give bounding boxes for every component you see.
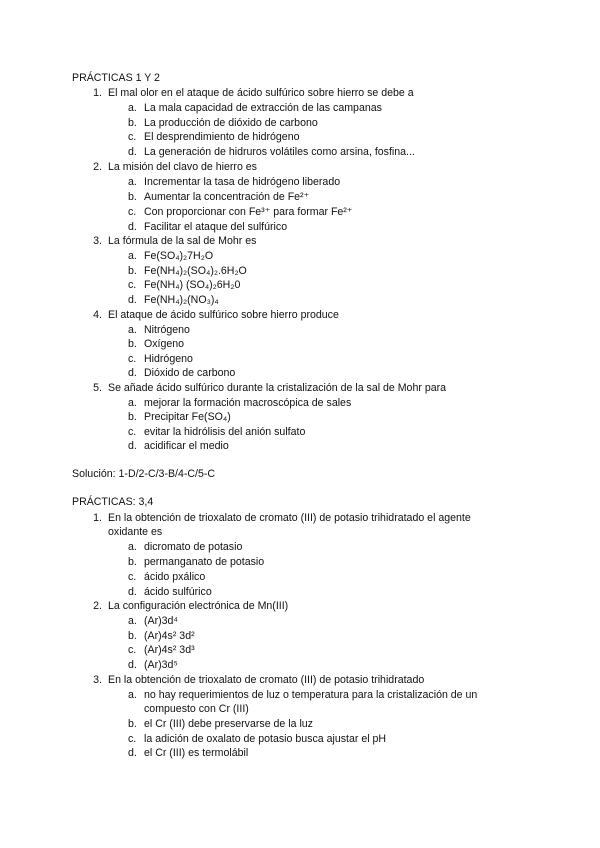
option-letter: a. [128,250,137,262]
option-letter: c. [128,426,137,438]
option-text: (Ar)3d⁵ [144,659,178,671]
option-text: Fe(NH₄)₂(NO₃)₄ [144,294,219,306]
option-letter: b. [128,630,137,642]
option-letter: b. [128,556,137,568]
option-text: ácido sulfúrico [144,586,212,598]
option-text: (Ar)4s² 3d³ [144,644,195,656]
option-text: Fe(SO₄)₂7H₂O [144,250,214,262]
question-text: El mal olor en el ataque de ácido sulfúrico sobre hierro se debe a [108,87,414,99]
option-letter: d. [128,294,137,306]
question-number: 5. [93,382,102,394]
option-text: (Ar)3d⁴ [144,615,178,627]
option-text: evitar la hidrólisis del anión sulfato [144,426,306,438]
option-letter: d. [128,747,137,759]
option-text: ácido pxálico [144,571,206,583]
question-number: 3. [93,235,102,247]
option-letter: c. [128,571,137,583]
question-number: 2. [93,600,102,612]
option-letter: d. [128,146,137,158]
option-letter: c. [128,644,137,656]
solution-line: Solución: 1-D/2-C/3-B/4-C/5-C [72,468,216,480]
option-text: Nitrógeno [144,324,190,336]
option-letter: c. [128,353,137,365]
option-letter: b. [128,117,137,129]
option-letter: c. [128,733,137,745]
question-text: La configuración electrónica de Mn(III) [108,600,289,612]
option-letter: c. [128,279,137,291]
option-letter: a. [128,689,137,701]
option-letter: b. [128,718,137,730]
option-text: el Cr (III) debe preservarse de la luz [144,718,313,730]
option-text: Facilitar el ataque del sulfúrico [144,221,288,233]
option-letter: b. [128,411,137,423]
option-letter: d. [128,221,137,233]
question-number: 3. [93,674,102,686]
option-letter: b. [128,338,137,350]
option-text: acidificar el medio [144,440,229,452]
option-text: no hay requerimientos de luz o temperatura para la cristalización de un [144,689,478,701]
option-letter: d. [128,659,137,671]
option-text: (Ar)4s² 3d² [144,630,195,642]
option-text: La generación de hidruros volátiles como arsina, fosfina... [144,146,415,158]
option-text: Con proporcionar con Fe³⁺ para formar Fe²⁺ [144,206,353,218]
question-number: 2. [93,161,102,173]
question-text: El ataque de ácido sulfúrico sobre hierro produce [108,309,339,321]
option-letter: d. [128,440,137,452]
section-title-practicas-3-4: PRÁCTICAS: 3,4 [72,496,154,508]
section-title-practicas-1-2: PRÁCTICAS 1 Y 2 [72,72,160,84]
question-text: En la obtención de trioxalato de cromato (III) de potasio trihidratado el agente [108,512,471,524]
question-number: 4. [93,309,102,321]
option-text: La producción de dióxido de carbono [144,117,318,129]
question-text: La fórmula de la sal de Mohr es [108,235,257,247]
question-text: oxidante es [108,526,163,538]
option-text: El desprendimiento de hidrógeno [144,131,300,143]
option-letter: b. [128,265,137,277]
question-number: 1. [93,512,102,524]
option-letter: a. [128,176,137,188]
option-text: mejorar la formación macroscópica de sales [144,397,352,409]
question-text: Se añade ácido sulfúrico durante la cristalización de la sal de Mohr para [108,382,447,394]
option-text: Oxígeno [144,338,185,350]
option-letter: a. [128,324,137,336]
option-letter: a. [128,397,137,409]
option-letter: c. [128,131,137,143]
option-text: compuesto con Cr (III) [144,703,249,715]
option-text: Dióxido de carbono [144,367,236,379]
option-letter: b. [128,191,137,203]
option-letter: c. [128,206,137,218]
option-text: la adición de oxalato de potasio busca ajustar el pH [144,733,387,745]
option-letter: d. [128,586,137,598]
option-text: Fe(NH₄)₂(SO₄)₂.6H₂O [144,265,247,277]
option-letter: a. [128,615,137,627]
option-text: Fe(NH₄) (SO₄)₂6H₂0 [144,279,241,291]
question-number: 1. [93,87,102,99]
option-text: La mala capacidad de extracción de las campanas [144,102,382,114]
option-letter: a. [128,102,137,114]
option-letter: d. [128,367,137,379]
option-letter: a. [128,541,137,553]
option-text: permanganato de potasio [144,556,265,568]
option-text: el Cr (III) es termolábil [144,747,249,759]
option-text: Hidrógeno [144,353,193,365]
question-text: La misión del clavo de hierro es [108,161,257,173]
question-text: En la obtención de trioxalato de cromato (III) de potasio trihidratado [108,674,425,686]
option-text: Precipitar Fe(SO₄) [144,411,231,423]
option-text: Incrementar la tasa de hidrógeno liberado [144,176,341,188]
option-text: dicromato de potasio [144,541,243,553]
option-text: Aumentar la concentración de Fe²⁺ [144,191,310,203]
